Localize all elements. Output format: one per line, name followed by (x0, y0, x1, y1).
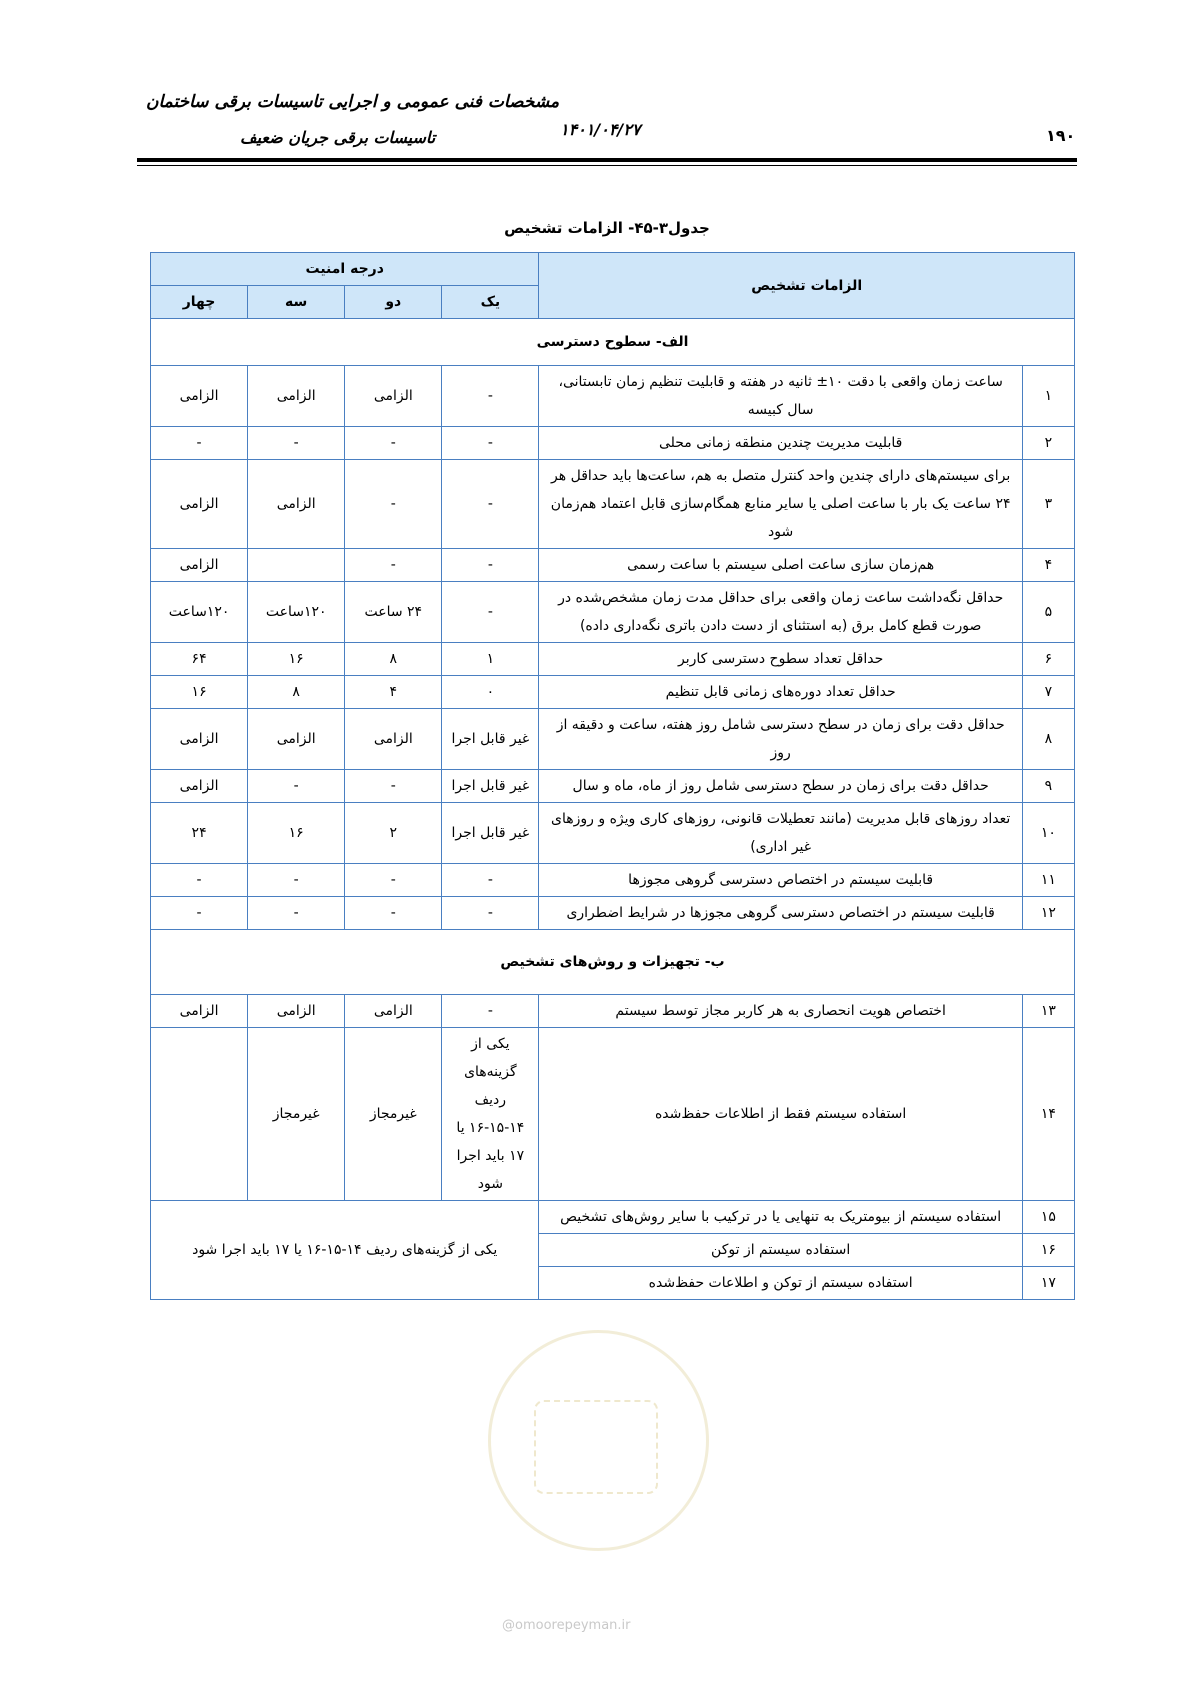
cell-level-4: الزامی (151, 460, 248, 549)
table-row (151, 582, 1075, 643)
cell-level-3: ۱۶ (248, 643, 345, 676)
cell-level-2: - (345, 770, 442, 803)
table-row (151, 460, 1075, 549)
table-row (151, 864, 1075, 897)
table-row (151, 676, 1075, 709)
cell-level-4: الزامی (151, 549, 248, 582)
header-level-4: چهار (151, 286, 248, 319)
row-requirement: قابلیت سیستم در اختصاص دسترسی گروهی مجوزها (539, 864, 1022, 897)
cell-level-2: ۴ (345, 676, 442, 709)
table-row (151, 897, 1075, 930)
cell-level-1: - (442, 366, 539, 427)
row-number: ۱ (1022, 366, 1074, 427)
cell-level-3: الزامی (248, 709, 345, 770)
row-number: ۱۷ (1022, 1267, 1074, 1300)
cell-level-4: ۱۶ (151, 676, 248, 709)
row-number: ۱۳ (1022, 995, 1074, 1028)
section-row-b (151, 930, 1075, 995)
row-number: ۳ (1022, 460, 1074, 549)
row-number: ۱۲ (1022, 897, 1074, 930)
cell-level-4: الزامی (151, 770, 248, 803)
cell-level-2: - (345, 549, 442, 582)
cell-level-4: ۱۲۰ساعت (151, 582, 248, 643)
header-level-3: سه (248, 286, 345, 319)
section-a-title: الف- سطوح دسترسی (151, 319, 1075, 366)
cell-level-3: - (248, 770, 345, 803)
row-number: ۱۱ (1022, 864, 1074, 897)
cell-level-3: ۱۶ (248, 803, 345, 864)
cell-level-4: الزامی (151, 366, 248, 427)
header-rule (137, 158, 1077, 162)
cell-level-2: الزامی (345, 366, 442, 427)
table-row (151, 770, 1075, 803)
cell-level-3: الزامی (248, 995, 345, 1028)
row-requirement: هم‌زمان سازی ساعت اصلی سیستم با ساعت رسمی (539, 549, 1022, 582)
footer-url: @omoorepeyman.ir (502, 1618, 631, 1633)
cell-level-3: - (248, 897, 345, 930)
cell-level-1: - (442, 549, 539, 582)
cell-level-1: ۱ (442, 643, 539, 676)
cell-level-2: الزامی (345, 709, 442, 770)
cell-level-4: - (151, 897, 248, 930)
document-date: ۱۴۰۱/۰۴/۲۷ (560, 120, 641, 139)
cell-level-1: غیر قابل اجرا (442, 803, 539, 864)
row-requirement: قابلیت مدیریت چندین منطقه زمانی محلی (539, 427, 1022, 460)
document-title: مشخصات فنی عمومی و اجرایی تاسیسات برقی ساختمان (146, 92, 560, 112)
row-requirement: حداقل تعداد دوره‌های زمانی قابل تنظیم (539, 676, 1022, 709)
cell-level-4: الزامی (151, 995, 248, 1028)
cell-level-1: - (442, 864, 539, 897)
cell-level-2: - (345, 864, 442, 897)
merged-note: یکی از گزینه‌های ردیف ۱۴-۱۵-۱۶ یا ۱۷ باید اجرا شود (151, 1201, 539, 1300)
detection-requirements-table (150, 252, 1075, 1300)
table-header-row (151, 253, 1075, 286)
cell-level-3 (248, 549, 345, 582)
row-number: ۶ (1022, 643, 1074, 676)
row-requirement: ساعت زمان واقعی با دقت ۱۰± ثانیه در هفته و قابلیت تنظیم زمان تابستانی، سال کبیسه (539, 366, 1022, 427)
header-requirements: الزامات تشخیص (539, 253, 1075, 319)
cell-level-1: - (442, 427, 539, 460)
table-row (151, 427, 1075, 460)
row-number: ۵ (1022, 582, 1074, 643)
cell-level-4: ۲۴ (151, 803, 248, 864)
cell-level-1: غیر قابل اجرا (442, 709, 539, 770)
table-row (151, 366, 1075, 427)
row-requirement: حداقل تعداد سطوح دسترسی کاربر (539, 643, 1022, 676)
row-requirement: حداقل دقت برای زمان در سطح دسترسی شامل روز هفته، ساعت و دقیقه از روز (539, 709, 1022, 770)
cell-level-1: غیر قابل اجرا (442, 770, 539, 803)
cell-level-2: - (345, 427, 442, 460)
header-level-2: دو (345, 286, 442, 319)
section-b-title: ب- تجهیزات و روش‌های تشخیص (151, 930, 1075, 995)
cell-level-3: غیرمجاز (248, 1028, 345, 1201)
cell-level-2: غیرمجاز (345, 1028, 442, 1201)
cell-level-3: الزامی (248, 366, 345, 427)
cell-level-2: - (345, 897, 442, 930)
watermark-emblem (534, 1400, 658, 1494)
header-level-1: یک (442, 286, 539, 319)
row-number: ۱۶ (1022, 1234, 1074, 1267)
cell-level-2: ۲۴ ساعت (345, 582, 442, 643)
table-caption: جدول۳-۴۵- الزامات تشخیص (504, 219, 710, 237)
row-number: ۴ (1022, 549, 1074, 582)
row-requirement: اختصاص هویت انحصاری به هر کاربر مجاز توسط سیستم (539, 995, 1022, 1028)
cell-level-2: الزامی (345, 995, 442, 1028)
cell-level-4 (151, 1028, 248, 1201)
row-requirement: استفاده سیستم از توکن (539, 1234, 1022, 1267)
cell-level-2: - (345, 460, 442, 549)
row-requirement: برای سیستم‌های دارای چندین واحد کنترل متصل به هم، ساعت‌ها باید حداقل هر ۲۴ ساعت یک بار با ساعت اصلی یا سایر منابع همگام‌سازی قابل اعتماد هم‌زمان شود (539, 460, 1022, 549)
cell-level-1: - (442, 995, 539, 1028)
header-rule-thin (137, 165, 1077, 166)
row-requirement: استفاده سیستم از توکن و اطلاعات حفظ‌شده (539, 1267, 1022, 1300)
cell-level-1: ۰ (442, 676, 539, 709)
cell-level-1: - (442, 897, 539, 930)
section-row-a (151, 319, 1075, 366)
table-row (151, 1201, 1075, 1234)
row-number: ۱۴ (1022, 1028, 1074, 1201)
cell-level-1: یکی از گزینه‌های ردیف ۱۴-۱۵-۱۶ یا ۱۷ باید اجرا شود (442, 1028, 539, 1201)
cell-level-4: - (151, 864, 248, 897)
cell-level-3: ۱۲۰ساعت (248, 582, 345, 643)
cell-level-4: ۶۴ (151, 643, 248, 676)
document-subtitle: تاسیسات برقی جریان ضعیف (240, 128, 436, 147)
header-security-grade: درجه امنیت (151, 253, 539, 286)
cell-level-3: ۸ (248, 676, 345, 709)
row-requirement: حداقل نگه‌داشت ساعت زمان واقعی برای حداقل مدت زمان مشخص‌شده در صورت قطع کامل برق (به استثنای از دست دادن باتری نگه‌داری داده) (539, 582, 1022, 643)
cell-level-2: ۲ (345, 803, 442, 864)
row-number: ۷ (1022, 676, 1074, 709)
cell-level-3: الزامی (248, 460, 345, 549)
table-row (151, 643, 1075, 676)
cell-level-1: - (442, 460, 539, 549)
row-requirement: قابلیت سیستم در اختصاص دسترسی گروهی مجوزها در شرایط اضطراری (539, 897, 1022, 930)
row-number: ۸ (1022, 709, 1074, 770)
row-requirement: تعداد روزهای قابل مدیریت (مانند تعطیلات قانونی، روزهای کاری ویژه و روزهای غیر اداری) (539, 803, 1022, 864)
row-number: ۱۵ (1022, 1201, 1074, 1234)
cell-level-3: - (248, 864, 345, 897)
cell-level-2: ۸ (345, 643, 442, 676)
table-row (151, 995, 1075, 1028)
cell-level-1: - (442, 582, 539, 643)
row-number: ۹ (1022, 770, 1074, 803)
cell-level-4: الزامی (151, 709, 248, 770)
table-row (151, 549, 1075, 582)
table-row (151, 1028, 1075, 1201)
cell-level-4: - (151, 427, 248, 460)
table-row (151, 803, 1075, 864)
row-requirement: حداقل دقت برای زمان در سطح دسترسی شامل روز از ماه، ماه و سال (539, 770, 1022, 803)
row-number: ۲ (1022, 427, 1074, 460)
cell-level-3: - (248, 427, 345, 460)
table-row (151, 709, 1075, 770)
row-requirement: استفاده سیستم از بیومتریک به تنهایی یا در ترکیب با سایر روش‌های تشخیص (539, 1201, 1022, 1234)
row-requirement: استفاده سیستم فقط از اطلاعات حفظ‌شده (539, 1028, 1022, 1201)
row-number: ۱۰ (1022, 803, 1074, 864)
page-number: ۱۹۰ (1046, 126, 1076, 145)
